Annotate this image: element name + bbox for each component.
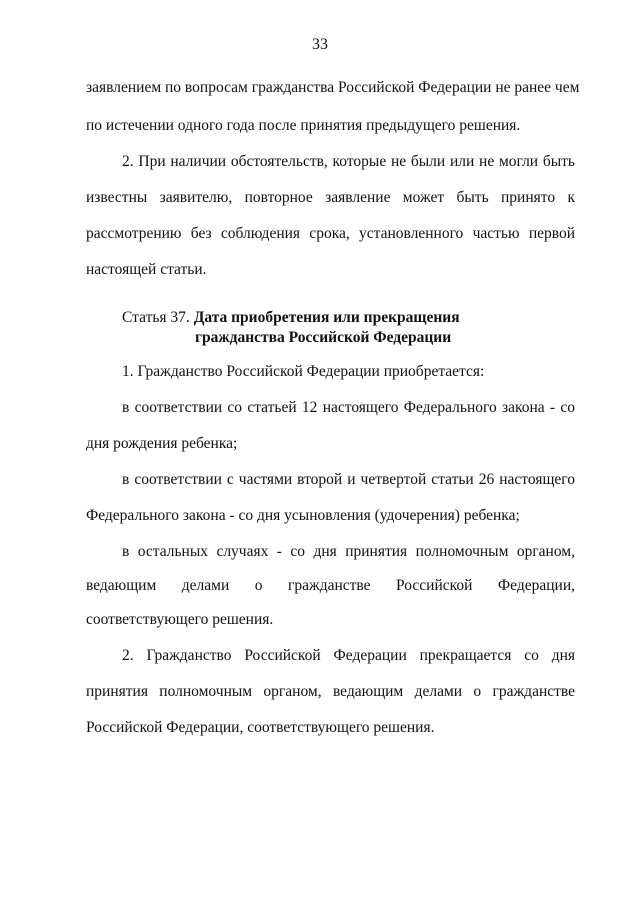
text-line: настоящей статьи.: [86, 261, 207, 278]
text-line: дня рождения ребенка;: [86, 435, 238, 452]
page-number: 33: [312, 36, 328, 53]
article-heading: [122, 308, 460, 328]
text-line: в остальных случаях - со дня принятия полномочным органом,: [122, 543, 575, 560]
text-line: в соответствии с частями второй и четвертой статьи 26 настоящего: [122, 471, 575, 488]
text-line: известны заявителю, повторное заявление может быть принято к: [86, 189, 575, 206]
text-line: заявлением по вопросам гражданства Российской Федерации не ранее чем: [86, 79, 580, 96]
text-line: по истечении одного года после принятия предыдущего решения.: [86, 117, 521, 134]
text-line: ведающим делами о гражданстве Российской Федерации,: [86, 577, 575, 594]
article-title: Дата приобретения или прекращения: [193, 309, 460, 326]
text-line: 1. Гражданство Российской Федерации приобретается:: [122, 363, 485, 380]
text-line: принятия полномочным органом, ведающим делами о гражданстве: [86, 683, 575, 700]
text-line: Федерального закона - со дня усыновления (удочерения) ребенка;: [86, 507, 520, 524]
article-number: Статья 37.: [122, 309, 190, 326]
text-line: 2. Гражданство Российской Федерации прекращается со дня: [122, 647, 575, 664]
text-line: рассмотрению без соблюдения срока, установленного частью первой: [86, 225, 575, 242]
article-title-line-2: гражданства Российской Федерации: [195, 329, 452, 346]
text-line: в соответствии со статьей 12 настоящего Федерального закона - со: [122, 399, 575, 416]
text-line: соответствующего решения.: [86, 611, 274, 628]
text-line: 2. При наличии обстоятельств, которые не были или не могли быть: [122, 153, 575, 170]
text-line: Российской Федерации, соответствующего решения.: [86, 719, 435, 736]
